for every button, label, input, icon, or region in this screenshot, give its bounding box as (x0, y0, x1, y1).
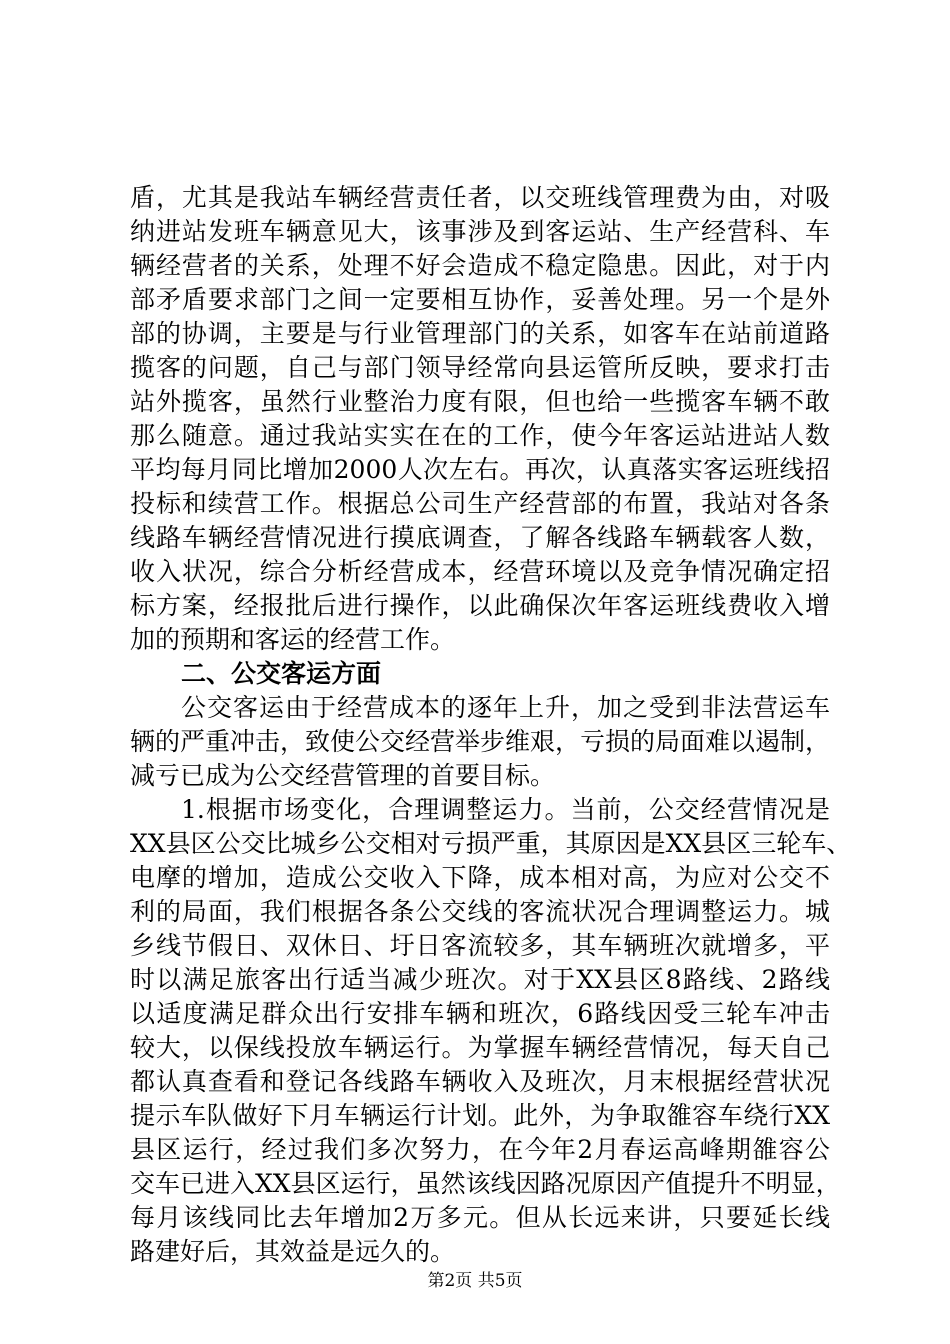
body-text-line: 提示车队做好下月车辆运行计划。此外，为争取雒容车绕行XX (130, 1101, 830, 1130)
body-text-line: 揽客的问题，自己与部门领导经常向县运管所反映，要求打击 (130, 353, 830, 382)
body-text-line: 部的协调，主要是与行业管理部门的关系，如客车在站前道路 (130, 319, 830, 348)
body-text-line: 那么随意。通过我站实实在在的工作，使今年客运站进站人数 (130, 421, 830, 450)
body-text-line: 较大，以保线投放车辆运行。为掌握车辆经营情况，每天自己 (130, 1033, 830, 1062)
body-text-line: 乡线节假日、双休日、圩日客流较多，其车辆班次就增多，平 (130, 931, 830, 960)
body-text-line: 加的预期和客运的经营工作。 (130, 625, 456, 654)
body-text-line: 部矛盾要求部门之间一定要相互协作，妥善处理。另一个是外 (130, 285, 830, 314)
body-text-line: 平均每月同比增加2000人次左右。再次，认真落实客运班线招 (130, 455, 830, 484)
body-text-line: 纳进站发班车辆意见大，该事涉及到客运站、生产经营科、车 (130, 217, 830, 246)
body-text-line: 线路车辆经营情况进行摸底调查，了解各线路车辆载客人数， (130, 523, 830, 552)
body-text-line: XX县区公交比城乡公交相对亏损严重，其原因是XX县区三轮车、 (130, 829, 852, 858)
body-text-line: 公交客运由于经营成本的逐年上升，加之受到非法营运车 (181, 693, 830, 722)
body-text-line: 辆的严重冲击，致使公交经营举步维艰，亏损的局面难以遏制， (130, 727, 831, 756)
body-text-line: 站外揽客，虽然行业整治力度有限，但也给一些揽客车辆不敢 (130, 387, 830, 416)
body-text-line: 都认真查看和登记各线路车辆收入及班次，月末根据经营状况 (130, 1067, 830, 1096)
body-text-line: 标方案，经报批后进行操作，以此确保次年客运班线费收入增 (130, 591, 830, 620)
body-text-line: 减亏已成为公交经营管理的首要目标。 (130, 761, 556, 790)
body-text-line: 县区运行，经过我们多次努力，在今年2月春运高峰期雒容公 (130, 1135, 830, 1164)
section-heading: 二、公交客运方面 (181, 659, 382, 688)
body-text-line: 交车已进入XX县区运行，虽然该线因路况原因产值提升不明显， (130, 1169, 841, 1198)
page-number-footer: 第2页 共5页 (427, 1271, 523, 1291)
body-text-line: 路建好后，其效益是远久的。 (130, 1237, 456, 1266)
body-text-line: 1.根据市场变化，合理调整运力。当前，公交经营情况是 (181, 795, 830, 824)
body-text-line: 收入状况，综合分析经营成本，经营环境以及竞争情况确定招 (130, 557, 830, 586)
body-text-line: 利的局面，我们根据各条公交线的客流状况合理调整运力。城 (130, 897, 830, 926)
body-text-line: 投标和续营工作。根据总公司生产经营部的布置，我站对各条 (130, 489, 830, 518)
body-text-line: 辆经营者的关系，处理不好会造成不稳定隐患。因此，对于内 (130, 251, 830, 280)
body-text-line: 每月该线同比去年增加2万多元。但从长远来讲，只要延长线 (130, 1203, 830, 1232)
body-text-line: 电摩的增加，造成公交收入下降，成本相对高，为应对公交不 (130, 863, 830, 892)
body-text-line: 时以满足旅客出行适当减少班次。对于XX县区8路线、2路线 (130, 965, 830, 994)
body-text-line: 以适度满足群众出行安排车辆和班次，6路线因受三轮车冲击 (130, 999, 830, 1028)
body-text-line: 盾，尤其是我站车辆经营责任者，以交班线管理费为由，对吸 (130, 183, 830, 212)
